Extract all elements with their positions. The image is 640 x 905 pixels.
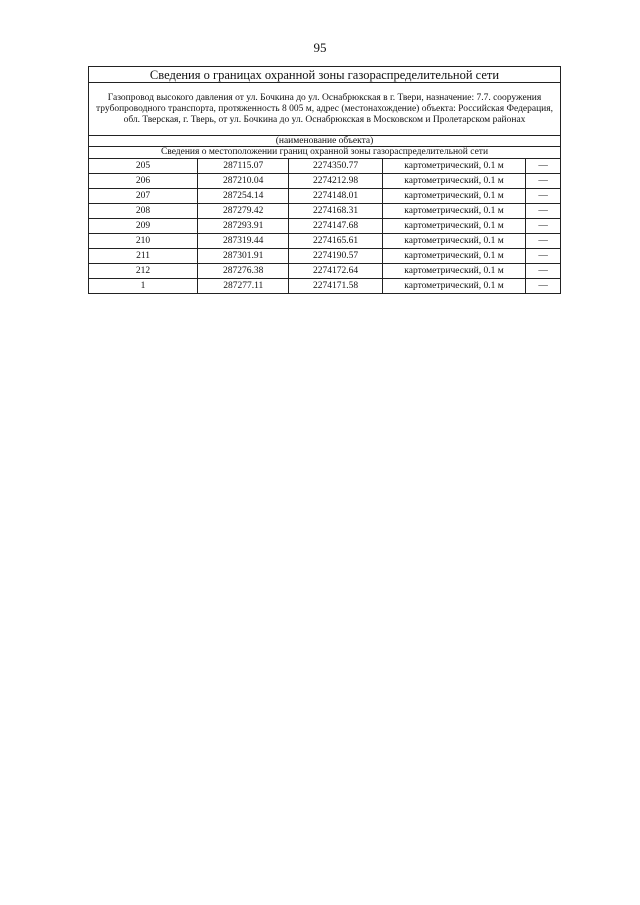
object-description: Газопровод высокого давления от ул. Бочкина до ул. Оснабрюкская в г. Твери, назначение: 7.7. сооружения трубопроводного транспорта, протяженность 8 005 м, адрес (местонахождение) объекта: Российская Федерация, обл. Тверская, г. Тверь, от ул. Бочкина до ул. Оснабрюкская в Московском и Пролетарском районах [89, 83, 561, 136]
table-title: Сведения о границах охранной зоны газораспределительной сети [89, 67, 561, 83]
y-coordinate-cell: 2274147.68 [289, 219, 382, 234]
y-coordinate-cell: 2274190.57 [289, 249, 382, 264]
location-header: Сведения о местоположении границ охранной зоны газораспределительной сети [89, 147, 561, 159]
x-coordinate-cell: 287279.42 [198, 204, 289, 219]
note-cell: — [526, 204, 561, 219]
point-number-cell: 210 [89, 234, 198, 249]
point-number-cell: 209 [89, 219, 198, 234]
x-coordinate-cell: 287301.91 [198, 249, 289, 264]
point-number-cell: 206 [89, 174, 198, 189]
note-cell: — [526, 189, 561, 204]
method-cell: картометрический, 0.1 м [382, 174, 526, 189]
method-cell: картометрический, 0.1 м [382, 249, 526, 264]
y-coordinate-cell: 2274350.77 [289, 159, 382, 174]
x-coordinate-cell: 287254.14 [198, 189, 289, 204]
method-cell: картометрический, 0.1 м [382, 264, 526, 279]
point-number-cell: 1 [89, 279, 198, 294]
page-number: 95 [313, 40, 327, 55]
point-number-cell: 207 [89, 189, 198, 204]
method-cell: картометрический, 0.1 м [382, 189, 526, 204]
note-cell: — [526, 174, 561, 189]
point-number-cell: 208 [89, 204, 198, 219]
table-row [89, 264, 561, 279]
x-coordinate-cell: 287277.11 [198, 279, 289, 294]
table-row [89, 174, 561, 189]
y-coordinate-cell: 2274165.61 [289, 234, 382, 249]
point-number-cell: 205 [89, 159, 198, 174]
note-cell: — [526, 159, 561, 174]
x-coordinate-cell: 287210.04 [198, 174, 289, 189]
y-coordinate-cell: 2274171.58 [289, 279, 382, 294]
table-row [89, 204, 561, 219]
y-coordinate-cell: 2274212.98 [289, 174, 382, 189]
note-cell: — [526, 279, 561, 294]
boundary-table [88, 66, 561, 294]
method-cell: картометрический, 0.1 м [382, 219, 526, 234]
x-coordinate-cell: 287276.38 [198, 264, 289, 279]
y-coordinate-cell: 2274148.01 [289, 189, 382, 204]
y-coordinate-cell: 2274172.64 [289, 264, 382, 279]
method-cell: картометрический, 0.1 м [382, 159, 526, 174]
method-cell: картометрический, 0.1 м [382, 279, 526, 294]
table-row [89, 249, 561, 264]
method-cell: картометрический, 0.1 м [382, 204, 526, 219]
x-coordinate-cell: 287319.44 [198, 234, 289, 249]
object-name-caption: (наименование объекта) [89, 136, 561, 147]
note-cell: — [526, 219, 561, 234]
table-row [89, 279, 561, 294]
x-coordinate-cell: 287293.91 [198, 219, 289, 234]
note-cell: — [526, 249, 561, 264]
table-row [89, 159, 561, 174]
point-number-cell: 211 [89, 249, 198, 264]
x-coordinate-cell: 287115.07 [198, 159, 289, 174]
point-number-cell: 212 [89, 264, 198, 279]
method-cell: картометрический, 0.1 м [382, 234, 526, 249]
note-cell: — [526, 234, 561, 249]
table-row [89, 234, 561, 249]
table-row [89, 189, 561, 204]
y-coordinate-cell: 2274168.31 [289, 204, 382, 219]
note-cell: — [526, 264, 561, 279]
table-row [89, 219, 561, 234]
